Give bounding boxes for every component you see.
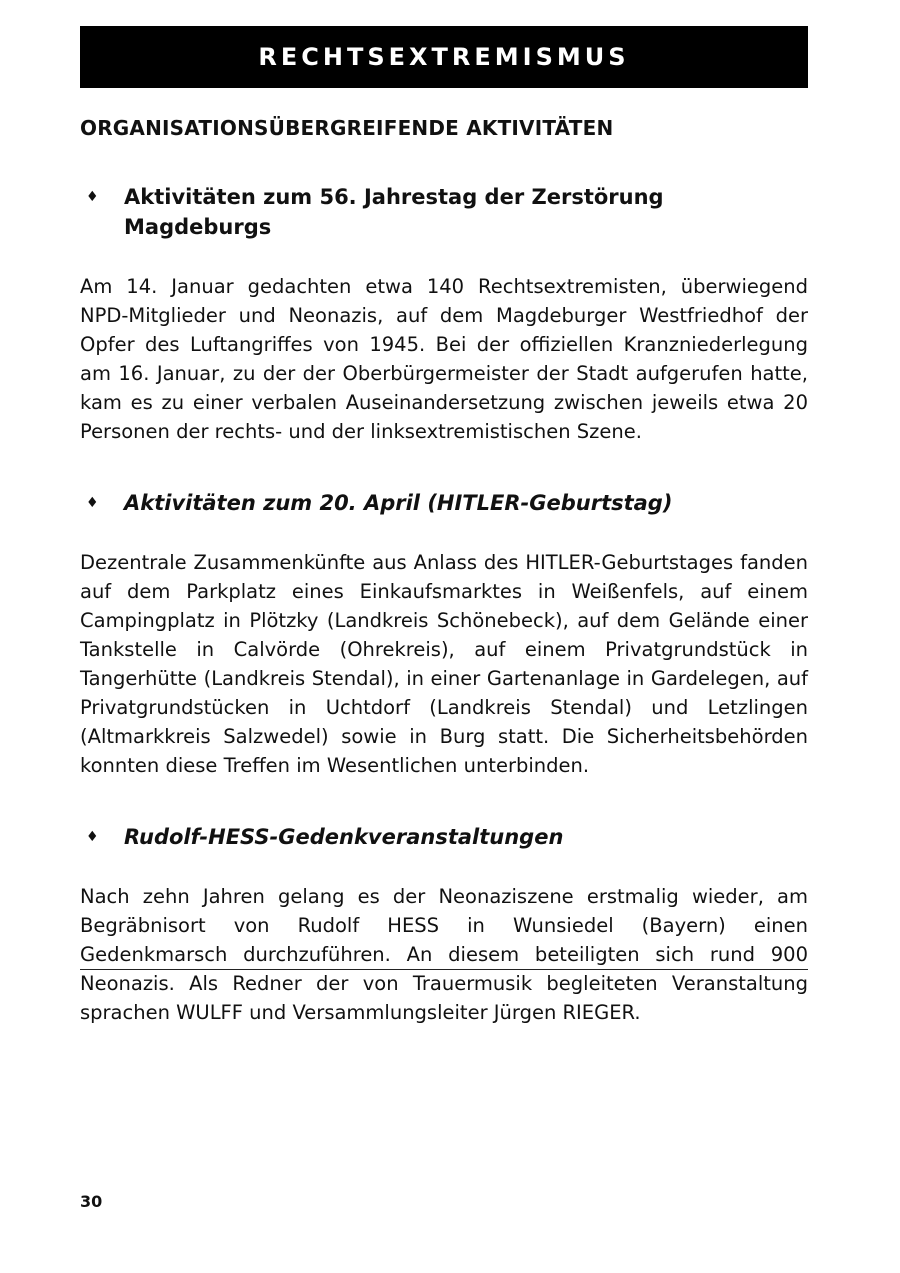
paragraph-hitler-birthday: Dezentrale Zusammenkünfte aus Anlass des HITLER-Geburtstages fanden auf dem Parkplatz eines Einkaufsmarktes in Weißenfels, auf einem Campingplatz in Plötzky (Landkreis Schönebeck), auf dem Gelände einer Tankstelle in Calvörde (Ohrekreis), auf einem Privatgrundstück in Tangerhütte (Landkreis Stendal), in einer Gartenanlage in Gardelegen, auf Privatgrundstücken in Uchtdorf (Landkreis Stendal) und Letzlingen (Altmarkkreis Salzwedel) sowie in Burg statt. Die Sicherheitsbehörden konnten diese Treffen im Wesentlichen unterbinden.	[80, 551, 808, 777]
subsection-title: Aktivitäten zum 56. Jahrestag der Zerstörung Magdeburgs	[124, 185, 664, 239]
diamond-bullet-icon: ♦	[86, 189, 99, 205]
paragraph-magdeburg: Am 14. Januar gedachten etwa 140 Rechtsextremisten, überwiegend NPD-Mitglieder und Neonazis, auf dem Magdeburger Westfriedhof der Opfer des Luftangriffes von 1945. Bei der offiziellen Kranzniederlegung am 16. Januar, zu der der Oberbürgermeister der Stadt aufgerufen hatte, kam es zu einer verbalen Auseinandersetzung zwischen jeweils etwa 20 Personen der rechts- und der linksextremistischen Szene.	[80, 275, 808, 443]
subsection-title: Aktivitäten zum 20. April (HITLER-Geburtstag)	[124, 491, 673, 515]
chapter-banner	[80, 26, 808, 88]
page-number: 30	[80, 1192, 103, 1211]
chapter-title: RECHTSEXTREMISMUS	[258, 43, 630, 71]
paragraph-hess: Nach zehn Jahren gelang es der Neonaziszene erstmalig wieder, am Begräbnisort von Rudolf HESS in Wunsiedel (Bayern) einen Gedenkmarsch durchzuführen. An diesem beteiligten sich rund 900 Neonazis. Als Redner der von Trauermusik begleiteten Veranstaltung sprachen WULFF und Versammlungsleiter Jürgen RIEGER.	[80, 885, 808, 1024]
subsection-heading-magdeburg	[80, 182, 808, 242]
diamond-bullet-icon: ♦	[86, 495, 99, 511]
subsection-title: Rudolf-HESS-Gedenkveranstaltungen	[124, 825, 564, 849]
subsection-heading-hitler-birthday	[80, 488, 808, 518]
diamond-bullet-icon: ♦	[86, 829, 99, 845]
document-page	[80, 26, 808, 1027]
subsection-heading-hess	[80, 822, 808, 852]
section-title: ORGANISATIONSÜBERGREIFENDE AKTIVITÄTEN	[80, 116, 614, 140]
footer-divider	[80, 969, 808, 970]
